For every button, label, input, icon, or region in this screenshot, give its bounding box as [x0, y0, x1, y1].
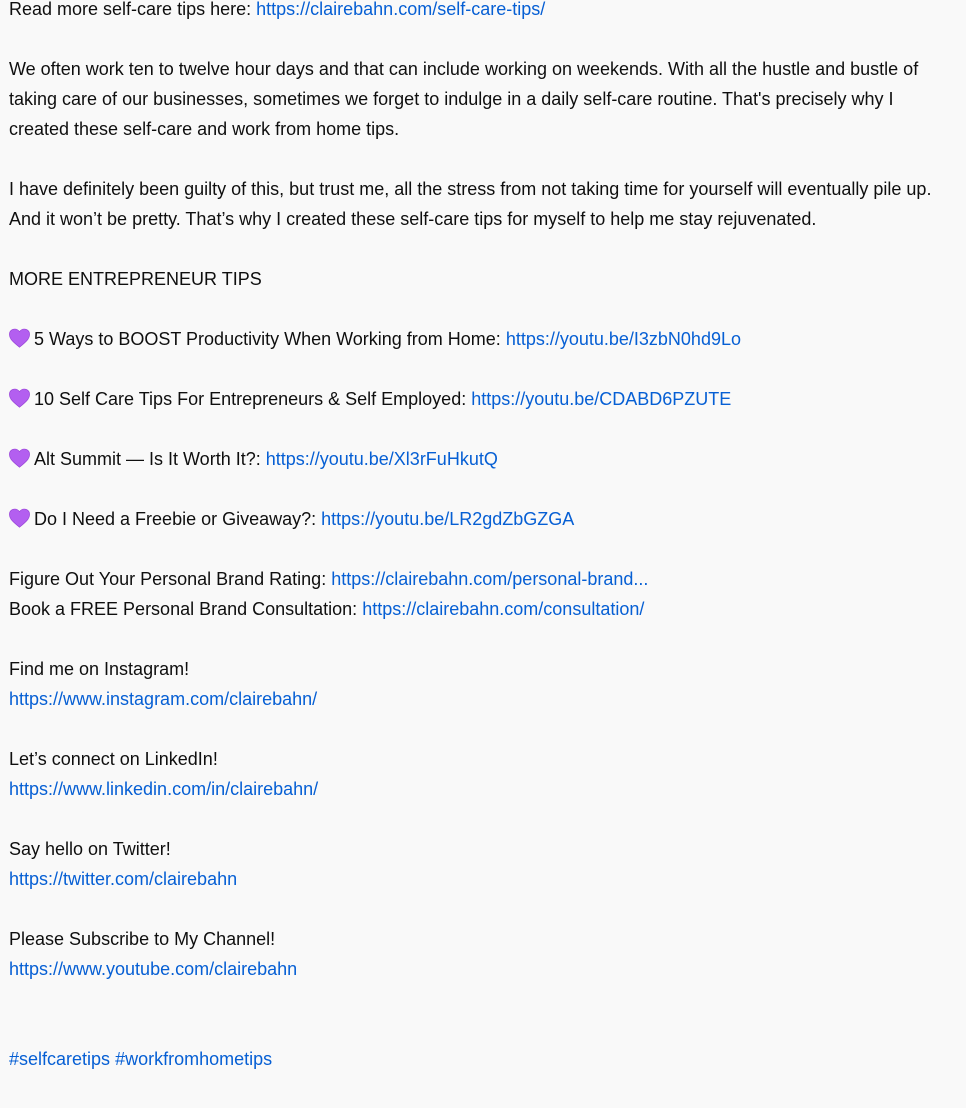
tip-item [9, 384, 954, 414]
brand-rating-link[interactable]: https://clairebahn.com/personal-brand... [331, 569, 649, 589]
hashtags [9, 1044, 954, 1074]
description-paragraph-1: We often work ten to twelve hour days and that can include working on weekends. With all the hustle and bustle of taking care of our businesses, sometimes we forget to indulge in a daily self-care routine. That's precisely why I created these self-care and work from home tips. [9, 59, 919, 139]
hashtag-link[interactable]: #workfromhometips [115, 1049, 273, 1069]
purple-heart-icon [9, 328, 30, 348]
tip-link[interactable]: https://youtu.be/Xl3rFuHkutQ [265, 449, 498, 469]
description-paragraph-2: I have definitely been guilty of this, but trust me, all the stress from not taking time for yourself will eventually pile up. And it won’t be pretty. That’s why I created these self-care tips for myself to help me stay rejuvenated. [9, 179, 932, 229]
hashtag-link[interactable]: #selfcaretips [9, 1049, 111, 1069]
linkedin-link[interactable]: https://www.linkedin.com/in/clairebahn/ [9, 779, 319, 799]
video-description [9, 0, 954, 1074]
tip-label: Do I Need a Freebie or Giveaway?: [34, 509, 322, 529]
brand-rating-label: Figure Out Your Personal Brand Rating: [9, 569, 332, 589]
tip-item [9, 504, 954, 534]
tip-label: Alt Summit — Is It Worth It?: [34, 449, 266, 469]
read-more-label: Read more self-care tips here: [9, 0, 257, 19]
read-more-link[interactable]: https://clairebahn.com/self-care-tips/ [256, 0, 546, 19]
twitter-label: Say hello on Twitter! [9, 839, 171, 859]
tip-item [9, 444, 954, 474]
more-tips-heading: MORE ENTREPRENEUR TIPS [9, 269, 262, 289]
youtube-label: Please Subscribe to My Channel! [9, 929, 276, 949]
tip-label: 5 Ways to BOOST Productivity When Working from Home: [34, 329, 506, 349]
tip-link[interactable]: https://youtu.be/CDABD6PZUTE [471, 389, 732, 409]
tip-link[interactable]: https://youtu.be/LR2gdZbGZGA [321, 509, 575, 529]
purple-heart-icon [9, 508, 30, 528]
consultation-line [9, 594, 954, 624]
read-more-line [9, 0, 954, 24]
instagram-link[interactable]: https://www.instagram.com/clairebahn/ [9, 689, 318, 709]
linkedin-label: Let’s connect on LinkedIn! [9, 749, 218, 769]
tip-link[interactable]: https://youtu.be/I3zbN0hd9Lo [505, 329, 741, 349]
twitter-link[interactable]: https://twitter.com/clairebahn [9, 869, 238, 889]
brand-rating-line [9, 564, 954, 594]
consultation-link[interactable]: https://clairebahn.com/consultation/ [362, 599, 645, 619]
youtube-link[interactable]: https://www.youtube.com/clairebahn [9, 959, 298, 979]
purple-heart-icon [9, 448, 30, 468]
consultation-label: Book a FREE Personal Brand Consultation: [9, 599, 363, 619]
tip-item [9, 324, 954, 354]
purple-heart-icon [9, 388, 30, 408]
tip-label: 10 Self Care Tips For Entrepreneurs & Self Employed: [34, 389, 472, 409]
instagram-label: Find me on Instagram! [9, 659, 190, 679]
